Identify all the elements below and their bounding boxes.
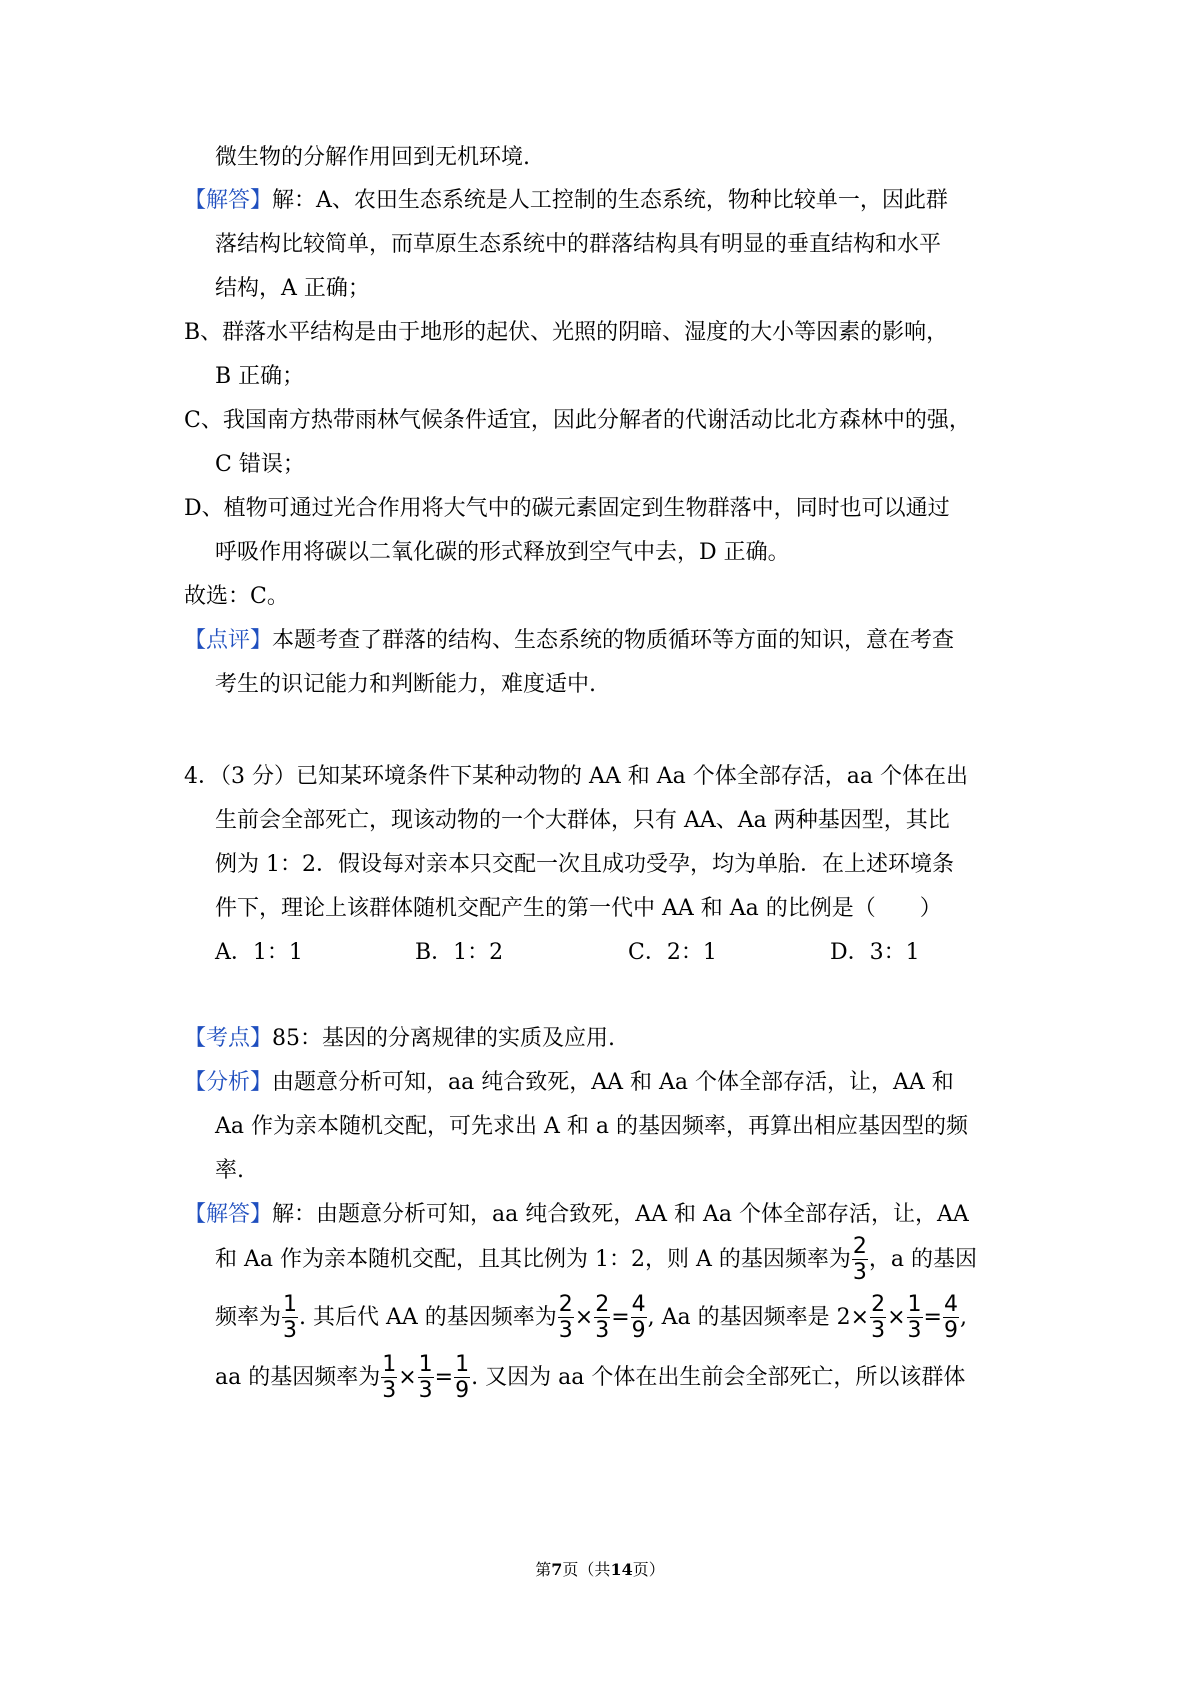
answer-line-1: 【解答】解：A、农田生态系统是人工控制的生态系统，物种比较单一，因此群: [184, 188, 948, 213]
option-d[interactable]: D．3：1: [830, 940, 920, 965]
equals-sign: =: [611, 1305, 630, 1330]
fraction-1-3: $\frac{1}{3}$: [382, 1352, 397, 1403]
equals-sign: =: [434, 1365, 454, 1390]
option-b[interactable]: B．1：2: [415, 940, 504, 965]
answer-line-9: 呼吸作用将碳以二氧化碳的形式释放到空气中去，D 正确。: [215, 540, 790, 565]
fraction-2-3: $\frac{2}{3}$: [558, 1292, 573, 1343]
answer-line-3: 结构，A 正确；: [215, 276, 370, 301]
comment-line-2: 考生的识记能力和判断能力，难度适中.: [215, 672, 596, 697]
question4-stem-2: 生前会全部死亡，现该动物的一个大群体，只有 AA、Aa 两种基因型，其比: [215, 808, 950, 833]
answer-line-6: C、我国南方热带雨林气候条件适宜，因此分解者的代谢活动比北方森林中的强，: [184, 408, 971, 433]
comment-tag: 【点评】: [184, 628, 273, 653]
times-sign: ×: [574, 1305, 594, 1330]
fenxi-line-3: 率.: [215, 1158, 244, 1183]
page-total: 14: [610, 1560, 633, 1579]
fenxi-line-2: Aa 作为亲本随机交配，可先求出 A 和 a 的基因频率，再算出相应基因型的频: [215, 1114, 968, 1139]
jieda-line-4: aa 的基因频率为 $\frac{1}{3}$ × $\frac{1}{3}$ = $\frac{1}{9}$ . 又因为 aa 个体在出生前会全部死亡，所以该群体: [215, 1352, 966, 1403]
kaodian-tag: 【考点】: [184, 1026, 273, 1051]
answer-line-8: D、植物可通过光合作用将大气中的碳元素固定到生物群落中，同时也可以通过: [184, 496, 950, 521]
kaodian-line: 【考点】85：基因的分离规律的实质及应用.: [184, 1026, 616, 1051]
answer-line-5: B 正确；: [215, 364, 305, 389]
jieda-line-1: 【解答】解：由题意分析可知，aa 纯合致死，AA 和 Aa 个体全部存活，让，AA: [184, 1202, 969, 1227]
fraction-1-3: $\frac{1}{3}$: [907, 1292, 922, 1343]
answer-line-2: 落结构比较简单，而草原生态系统中的群落结构具有明显的垂直结构和水平: [215, 232, 942, 257]
question4-stem-4: 件下，理论上该群体随机交配产生的第一代中 AA 和 Aa 的比例是（ ）: [215, 896, 942, 921]
times-sign: ×: [887, 1305, 906, 1330]
fraction-1-3: $\frac{1}{3}$: [283, 1292, 298, 1343]
question4-stem-1: 4．（3 分）已知某环境条件下某种动物的 AA 和 Aa 个体全部存活，aa 个体在出: [184, 764, 968, 789]
equals-sign: =: [923, 1305, 942, 1330]
page-footer: 第7页（共14页）: [535, 1560, 665, 1579]
fenxi-line-1: 【分析】由题意分析可知，aa 纯合致死，AA 和 Aa 个体全部存活，让，AA 和: [184, 1070, 954, 1095]
fraction-2-3: $\frac{2}{3}$: [595, 1292, 610, 1343]
jieda-line-2: 和 Aa 作为亲本随机交配，且其比例为 1：2，则 A 的基因频率为 $\frac{2}{3}$ ，a 的基因: [215, 1234, 977, 1285]
answer-tag: 【解答】: [184, 188, 273, 213]
fraction-1-3: $\frac{1}{3}$: [418, 1352, 433, 1403]
jieda-tag: 【解答】: [184, 1202, 273, 1227]
answer-line-7: C 错误；: [215, 452, 305, 477]
jieda-line-3: 频率为 $\frac{1}{3}$ . 其后代 AA 的基因频率为 $\frac{2}{3}$ × $\frac{2}{3}$ = $\frac{4}{9}$ , Aa 的基因频率是 2× $\frac{2}{3}$ × $\frac{1}{3}$ = $\frac{4}{9}$ ,: [215, 1292, 967, 1343]
times-sign: ×: [850, 1305, 870, 1330]
comment-line-1: 【点评】本题考查了群落的结构、生态系统的物质循环等方面的知识，意在考查: [184, 628, 955, 653]
times-sign: ×: [398, 1365, 417, 1390]
fraction-4-9: $\frac{4}{9}$: [943, 1292, 958, 1343]
fraction-2-3: $\frac{2}{3}$: [852, 1234, 867, 1285]
fraction-2-3: $\frac{2}{3}$: [871, 1292, 886, 1343]
page-number: 7: [551, 1560, 563, 1579]
fraction-1-9: $\frac{1}{9}$: [455, 1352, 470, 1403]
option-a[interactable]: A．1：1: [215, 940, 303, 965]
analysis-tail: 微生物的分解作用回到无机环境.: [215, 145, 530, 170]
answer-choice: 故选：C。: [184, 584, 289, 609]
answer-line-4: B、群落水平结构是由于地形的起伏、光照的阴暗、湿度的大小等因素的影响，: [184, 320, 949, 345]
option-c[interactable]: C．2：1: [628, 940, 717, 965]
question4-stem-3: 例为 1：2．假设每对亲本只交配一次且成功受孕，均为单胎．在上述环境条: [215, 852, 954, 877]
fraction-4-9: $\frac{4}{9}$: [631, 1292, 646, 1343]
fenxi-tag: 【分析】: [184, 1070, 273, 1095]
